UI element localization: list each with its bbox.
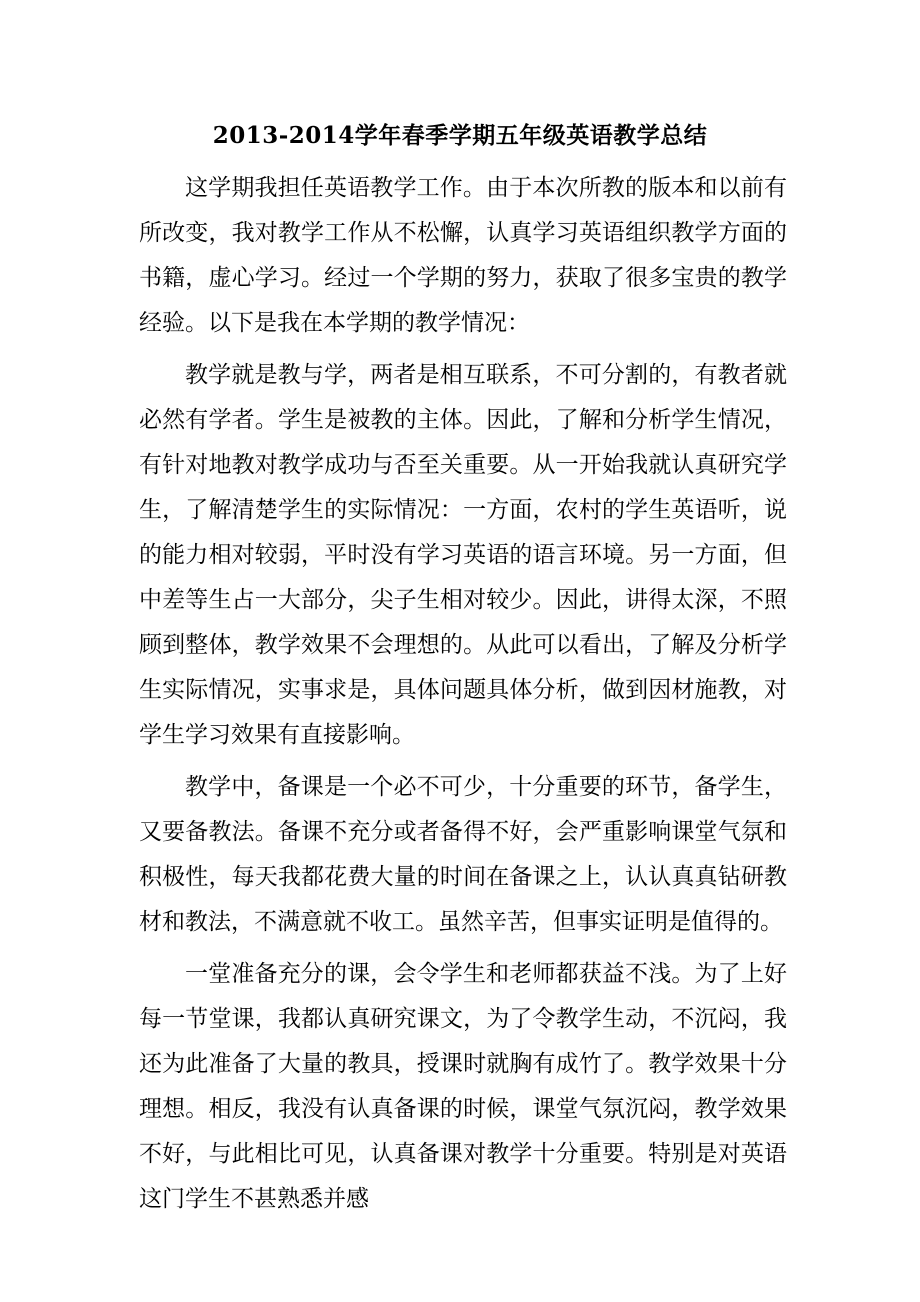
paragraph-lesson-prep: 教学中，备课是一个必不可少，十分重要的环节，备学生，又要备教法。备课不充分或者备得不好，会严重影响课堂气氛和积极性，每天我都花费大量的时间在备课之上，认认真真钻研教材和教法，不满意就不收工。虽然辛苦，但事实证明是值得的。: [139, 774, 787, 935]
document-body: [139, 166, 787, 1222]
paragraph-intro: 这学期我担任英语教学工作。由于本次所教的版本和以前有所改变，我对教学工作从不松懈，认真学习英语组织教学方面的书籍，虚心学习。经过一个学期的努力，获取了很多宝贵的教学经验。以下是我在本学期的教学情况：: [139, 175, 787, 336]
paragraph-students: 教学就是教与学，两者是相互联系，不可分割的，有教者就必然有学者。学生是被教的主体。因此，了解和分析学生情况，有针对地教对教学成功与否至关重要。从一开始我就认真研究学生，了解清楚学生的实际情况：一方面，农村的学生英语听，说的能力相对较弱，平时没有学习英语的语言环境。另一方面，但中差等生占一大部分，尖子生相对较少。因此，讲得太深，不照顾到整体，教学效果不会理想的。从此可以看出，了解及分析学生实际情况，实事求是，具体问题具体分析，做到因材施教，对学生学习效果有直接影响。: [139, 362, 787, 748]
paragraph-prepared-class: 一堂准备充分的课，会令学生和老师都获益不浅。为了上好每一节堂课，我都认真研究课文，为了令教学生动，不沉闷，我还为此准备了大量的教具，授课时就胸有成竹了。教学效果十分理想。相反，我没有认真备课的时候，课堂气氛沉闷，教学效果不好，与此相比可见，认真备课对教学十分重要。特别是对英语这门学生不甚熟悉并感: [139, 961, 787, 1212]
document-title: 2013-2014学年春季学期五年级英语教学总结: [212, 122, 708, 149]
